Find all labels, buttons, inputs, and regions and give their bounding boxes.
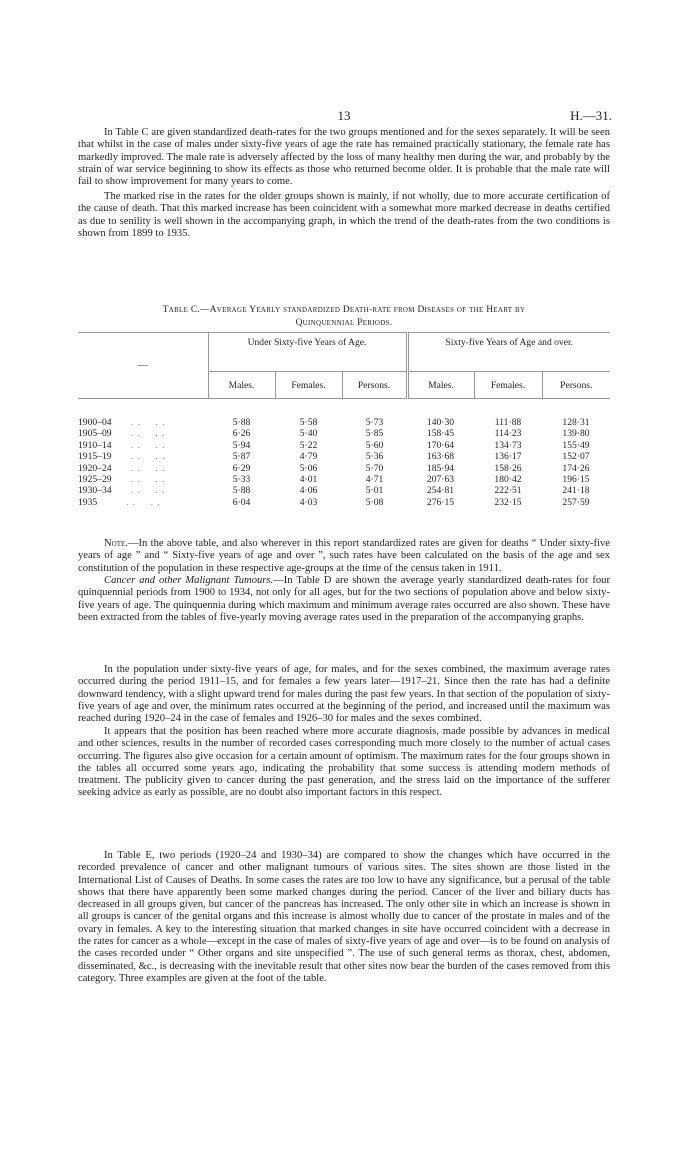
table-row bbox=[78, 451, 610, 462]
paragraph-under-65: In the population under sixty-five years of age, for males, and for the sexes combined, the maximum average rates occurred during the period 1911–15, and for females a few years later—1917–21. Since then the rate has had a definite downward tendency, with a slight upward trend for males during the past few years. In that section of the population of sixty-five years of age and over, the minimum rates occurred at the beginning of the period, and increased until the maximum was reached during 1920–24 in the case of females and 1926–30 for males and the sexes combined. bbox=[78, 664, 610, 725]
value-cell: 5·01 bbox=[365, 485, 384, 497]
value-cell: 4·03 bbox=[299, 496, 318, 508]
group-under-65-header: Under Sixty-five Years of Age. bbox=[208, 333, 407, 372]
value-cell: 5·88 bbox=[232, 417, 251, 428]
table-row bbox=[78, 417, 610, 428]
value-cell: 170·64 bbox=[426, 439, 455, 451]
value-cell: 5·73 bbox=[365, 417, 384, 428]
group-65-and-over-header: Sixty-five Years of Age and over. bbox=[407, 333, 610, 372]
value-cell: 5·88 bbox=[232, 485, 251, 497]
value-cell: 136·17 bbox=[494, 451, 522, 463]
value-cell: 5·58 bbox=[299, 417, 318, 428]
cancer-heading: Cancer and other Malignant Tumours. bbox=[104, 575, 274, 586]
value-cell: 5·40 bbox=[299, 428, 318, 440]
table-c-caption-line1: Table C.—Average Yearly standardized Death-rate from Diseases of the Heart by bbox=[162, 305, 526, 315]
value-cell: 111·88 bbox=[494, 417, 522, 428]
value-cell: 5·33 bbox=[232, 474, 251, 486]
period-cell: 1900–04 . . . . bbox=[78, 417, 166, 428]
period-cell: 1935 . . . . bbox=[78, 496, 161, 508]
value-cell: 6·04 bbox=[232, 496, 251, 508]
paragraph-diagnosis: It appears that the position has been reached where more accurate diagnosis, made possible by advances in medical and other sciences, results in the number of recorded cases corresponding much more closely to the number of actual cases occurring. The figures also give occasion for a certain amount of optimism. The maximum rates for the four groups shown in the tables all occurred some years ago, indicating the probability that some success is attending modern methods of treatment. The publicity given to cancer during the past generation, and the stress laid on the importance of the sufferer seeking advice as early as possible, are no doubt also important factors in this respect. bbox=[78, 726, 610, 799]
value-cell: 254·81 bbox=[426, 485, 455, 497]
value-cell: 257·59 bbox=[562, 496, 590, 508]
period-cell: 1925–29 . . . . bbox=[78, 474, 166, 486]
col-over-males: Males. bbox=[407, 372, 474, 399]
value-cell: 5·87 bbox=[232, 451, 251, 463]
table-row bbox=[78, 474, 610, 485]
table-c-caption-line2: Quinquennial Periods. bbox=[295, 318, 393, 328]
value-cell: 155·49 bbox=[562, 439, 590, 451]
period-cell: 1930–34 . . . . bbox=[78, 485, 166, 497]
value-cell: 232·15 bbox=[494, 496, 522, 508]
note-text: —In the above table, and also wherever in this report standardized rates are given for deaths “ Under sixty-five years of age ” and “ Sixty-five years of age and over ”, such rates have been calculated on the basis of the age and sex constitution of the population in these respective age-groups at the time of the census taken in 1911. bbox=[78, 538, 610, 574]
value-cell: 140·30 bbox=[426, 417, 455, 428]
table-row bbox=[78, 428, 610, 439]
col-under-females: Females. bbox=[275, 372, 342, 399]
value-cell: 5·94 bbox=[232, 439, 251, 451]
page-number: 13 bbox=[337, 108, 351, 123]
value-cell: 185·94 bbox=[426, 462, 455, 474]
value-cell: 4·06 bbox=[299, 485, 318, 497]
col-under-males: Males. bbox=[208, 372, 275, 399]
value-cell: 158·26 bbox=[494, 462, 522, 474]
period-cell: 1915–19 . . . . bbox=[78, 451, 166, 463]
paragraph-cancer-intro bbox=[78, 575, 610, 624]
value-cell: 276·15 bbox=[426, 496, 455, 508]
value-cell: 5·70 bbox=[365, 462, 384, 474]
paragraph-table-c-intro: In Table C are given standardized death-rates for the two groups mentioned and for the sexes separately. It will be seen that whilst in the case of males under sixty-five years of age the rate has remained practically stationary, the female rate has markedly improved. The male rate is adversely affected by the loss of many healthy men during the war, and probably by the strain of war service beginning to show its effects as those who returned become older. It is probable that the male rate will fail to show improvement for many years to come. bbox=[78, 127, 610, 188]
value-cell: 5·85 bbox=[365, 428, 384, 440]
table-row bbox=[78, 440, 610, 451]
value-cell: 4·71 bbox=[365, 474, 384, 486]
page-header bbox=[78, 108, 610, 126]
value-cell: 152·07 bbox=[562, 451, 590, 463]
value-cell: 196·15 bbox=[562, 474, 590, 486]
value-cell: 4·01 bbox=[299, 474, 318, 486]
value-cell: 241·18 bbox=[562, 485, 590, 497]
table-c-stub-header: — bbox=[78, 333, 208, 399]
value-cell: 163·68 bbox=[426, 451, 455, 463]
col-over-females: Females. bbox=[474, 372, 542, 399]
value-cell: 128·31 bbox=[562, 417, 590, 428]
value-cell: 174·26 bbox=[562, 462, 590, 474]
value-cell: 5·06 bbox=[299, 462, 318, 474]
table-row bbox=[78, 485, 610, 496]
value-cell: 5·36 bbox=[365, 451, 384, 463]
col-under-persons: Persons. bbox=[342, 372, 407, 399]
table-c-caption bbox=[78, 304, 610, 330]
col-over-persons: Persons. bbox=[542, 372, 610, 399]
value-cell: 180·42 bbox=[494, 474, 522, 486]
value-cell: 207·63 bbox=[426, 474, 455, 486]
paragraph-note bbox=[78, 538, 610, 575]
table-row bbox=[78, 463, 610, 474]
value-cell: 5·22 bbox=[299, 439, 318, 451]
document-code: H.—31. bbox=[570, 108, 612, 123]
paragraph-rise-in-rates: The marked rise in the rates for the older groups shown is mainly, if not wholly, due to more accurate certification of the cause of death. That this marked increase has been coincident with a somewhat more marked decrease in deaths certified as due to senility is well shown in the accompanying graph, in which the trend of the death-rates from the two conditions is shown from 1899 to 1935. bbox=[78, 191, 610, 239]
value-cell: 6·26 bbox=[232, 428, 251, 440]
paragraph-table-e: In Table E, two periods (1920–24 and 1930–34) are compared to show the changes which have occurred in the recorded prevalence of cancer and other malignant tumours of various sites. The sites shown are those listed in the International List of Causes of Deaths. In some cases the rates are too low to have any significance, but a perusal of the table shows that there have apparently been some marked changes during the period. Cancer of the liver and biliary ducts has decreased in all groups given, but cancer of the pancreas has increased. The only other site in which an increase is shown in all groups is cancer of the genital organs and this increase is almost wholly due to cancer of the prostate in males and of the ovary in females. A key to the interesting situation that marked changes in site have occurred coincident with a decrease in the rates for cancer as a whole—except in the case of males of sixty-five years of age and over—is to be found on analysis of the cases recorded under “ Other organs and site unspecified ”. The use of such general terms as thorax, chest, abdomen, disseminated, &c., is decreasing with the inevitable result that other sites now bear the burden of the cases removed from this category. Three examples are given at the foot of the table. bbox=[78, 850, 610, 984]
value-cell: 4·79 bbox=[299, 451, 318, 463]
table-c bbox=[78, 332, 610, 508]
value-cell: 134·73 bbox=[494, 439, 522, 451]
period-cell: 1905–09 . . . . bbox=[78, 428, 166, 440]
value-cell: 158·45 bbox=[426, 428, 455, 440]
value-cell: 6·29 bbox=[232, 462, 251, 474]
value-cell: 114·23 bbox=[494, 428, 522, 440]
note-label: Note. bbox=[104, 538, 128, 549]
period-cell: 1910–14 . . . . bbox=[78, 439, 166, 451]
value-cell: 222·51 bbox=[494, 485, 522, 497]
value-cell: 5·08 bbox=[365, 496, 384, 508]
cancer-intro-text: —In Table D are shown the average yearly standardized death-rates for four quinquennial periods from 1900 to 1934, not only for all ages, but for the two sections of population above and below sixty-five years of age. The quinquennia during which maximum and minimum average rates occurred are also shown. These have been extracted from the tables of five-yearly moving average rates used in the preparation of the accompanying graphs. bbox=[78, 575, 610, 623]
period-cell: 1920–24 . . . . bbox=[78, 462, 166, 474]
value-cell: 139·80 bbox=[562, 428, 590, 440]
value-cell: 5·60 bbox=[365, 439, 384, 451]
table-row bbox=[78, 497, 610, 508]
